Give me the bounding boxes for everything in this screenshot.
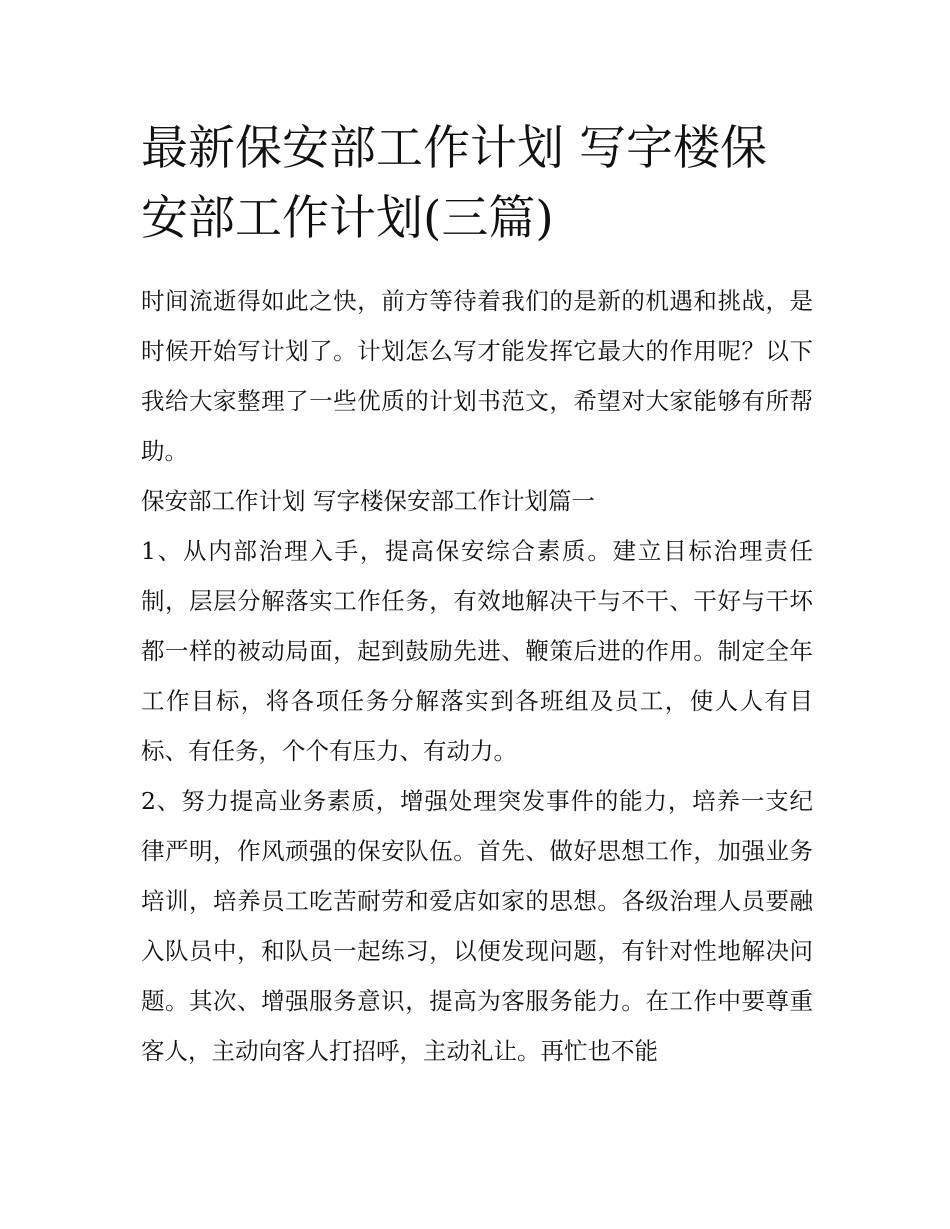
document-title: 最新保安部工作计划 写字楼保安部工作计划(三篇) bbox=[141, 121, 767, 246]
paragraph-2: 2、努力提高业务素质，增强处理突发事件的能力，培养一支纪律严明，作风顽强的保安队伍。首先、做好思想工作，加强业务培训，培养员工吃苦耐劳和爱店如家的思想。各级治理人员要融入队员中，和队员一起练习，以便发现问题，有针对性地解决问题。其次、增强服务意识，提高为客服务能力。在工作中要尊重客人，主动向客人打招呼，主动礼让。再忙也不能 bbox=[141, 787, 813, 1065]
section-heading: 保安部工作计划 写字楼保安部工作计划篇一 bbox=[141, 487, 595, 515]
paragraph-1: 1、从内部治理入手，提高保安综合素质。建立目标治理责任制，层层分解落实工作任务，有效地解决干与不干、干好与干坏都一样的被动局面，起到鼓励先进、鞭策后进的作用。制定全年工作目标，将各项任务分解落实到各班组及员工，使人人有目标、有任务，个个有压力、有动力。 bbox=[141, 537, 813, 765]
document-body bbox=[141, 114, 813, 1076]
intro-paragraph: 时间流逝得如此之快，前方等待着我们的是新的机遇和挑战，是时候开始写计划了。计划怎么写才能发挥它最大的作用呢？以下我给大家整理了一些优质的计划书范文，希望对大家能够有所帮助。 bbox=[141, 287, 813, 465]
